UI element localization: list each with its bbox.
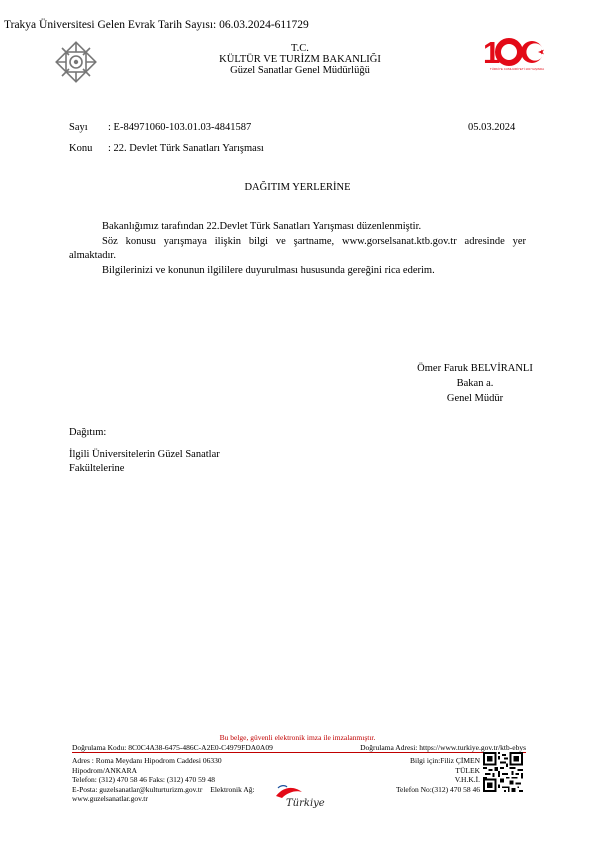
info-contact: Bilgi için:Filiz ÇİMEN (409, 756, 480, 765)
body-paragraph-2: Söz konusu yarışmaya ilişkin bilgi ve şartname, www.gorselsanat.ktb.gov.tr adresinde yer almaktadır. (69, 236, 526, 261)
verification-row (72, 743, 526, 752)
info-surname: TÜLEK (455, 765, 480, 775)
info-phone: Telefon No:(312) 470 58 46 (395, 784, 480, 794)
konu-label: Konu (69, 143, 93, 154)
website-link[interactable]: www.guzelsanatlar.gov.tr (72, 794, 148, 803)
kep-label: Elektronik Ağ: (210, 784, 255, 794)
ministry-emblem-logo (52, 38, 100, 86)
republic-100-logo (482, 34, 552, 76)
letter-body (69, 220, 526, 278)
signatory-name: Ömer Faruk BELVİRANLI (417, 363, 533, 374)
distribution-line-1: İlgili Üniversitelerin Güzel Sanatlar (69, 449, 220, 460)
qr-code-icon (483, 752, 523, 792)
document-title: DAĞITIM YERLERİNE (244, 182, 351, 193)
esign-note: Bu belge, güvenli elektronik imza ile imzalanmıştır. (219, 733, 376, 742)
verification-address-link[interactable]: Doğrulama Adresi: https://www.turkiye.gov.tr/ktb-ebys (360, 743, 526, 752)
contact-block (72, 756, 255, 804)
address-line-2: Hipodrom/ANKARA (72, 765, 137, 775)
address-line-1: Adres : Roma Meydanı Hipodrom Caddesi 06330 (72, 756, 222, 765)
info-title: V.H.K.İ. (454, 775, 480, 784)
phone-fax: Telefon: (312) 470 58 46 Faks: (312) 470 59 48 (72, 775, 215, 784)
incoming-document-stamp: Trakya Üniversitesi Gelen Evrak Tarih Sayısı: 06.03.2024-611729 (4, 19, 309, 31)
document-date: 05.03.2024 (468, 122, 516, 133)
verification-code: Doğrulama Kodu: 8C0C4A38-6475-486C-A2E0-C4979FDA0A09 (72, 743, 273, 752)
signatory-title: Genel Müdür (446, 393, 504, 404)
header-tc: T.C. (291, 43, 309, 54)
sayi-label: Sayı (69, 122, 88, 133)
turkiye-logo-text: Türkiye (286, 798, 325, 809)
signature-block (380, 361, 570, 406)
konu-value: : 22. Devlet Türk Sanatları Yarışması (108, 143, 264, 154)
info-block (360, 756, 480, 794)
distribution-label: Dağıtım: (69, 427, 107, 438)
signatory-proxy: Bakan a. (456, 378, 494, 389)
republic-100-caption: TÜRKİYE CUMHURİYETİ 100 YAŞINDA (489, 67, 545, 71)
footer-divider (72, 752, 526, 753)
body-paragraph-3: Bilgilerinizi ve konunun ilgililere duyurulması hususunda gereğini rica ederim. (102, 265, 435, 276)
turkiye-brand-logo (272, 782, 326, 810)
svg-text:1: 1 (483, 35, 499, 70)
distribution-line-2: Fakültelerine (69, 463, 125, 474)
distribution-block (69, 426, 220, 476)
header-directorate: Güzel Sanatlar Genel Müdürlüğü (230, 65, 370, 76)
header-ministry: KÜLTÜR VE TURİZM BAKANLIĞI (219, 54, 381, 65)
email-link[interactable]: E-Posta: guzelsanatlar@kulturturizm.gov.tr (72, 784, 203, 794)
body-paragraph-1: Bakanlığımız tarafından 22.Devlet Türk Sanatları Yarışması düzenlenmiştir. (102, 221, 422, 232)
sayi-value: : E-84971060-103.01.03-4841587 (108, 122, 252, 133)
